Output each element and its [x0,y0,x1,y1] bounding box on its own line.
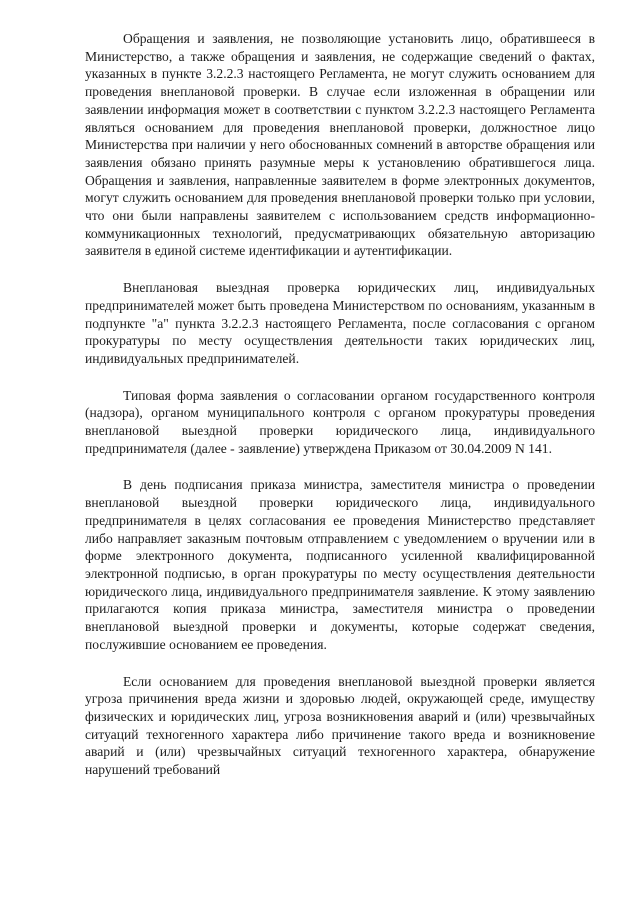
paragraph-threat-grounds: Если основанием для проведения внеплановой выездной проверки является угроза причинения вреда жизни и здоровью людей, окружающей среде, имуществу физических и юридических лиц, угроза возникновения аварий и (или) чрезвычайных ситуаций техногенного характера либо причинение такого вреда и возникновение аварий и (или) чрезвычайных ситуаций техногенного характера, обнаружение нарушений требований [85,673,595,778]
paragraph-signing-day: В день подписания приказа министра, заместителя министра о проведении внеплановой выездной проверки юридического лица, индивидуального предпринимателя в целях согласования ее проведения Министерство представляет либо направляет заказным почтовым отправлением с уведомлением о вручении или в форме электронного документа, подписанного усиленной квалифицированной электронной подписью, в орган прокуратуры по месту осуществления деятельности юридического лица, индивидуального предпринимателя заявление. К этому заявлению прилагаются копия приказа министра, заместителя министра о проведении внеплановой выездной проверки и документы, которые содержат сведения, послужившие основанием ее проведения. [85,477,595,652]
paragraph-prosecutor-approval: Внеплановая выездная проверка юридических лиц, индивидуальных предпринимателей может быть проведена Министерством по основаниям, указанным в подпункте "а" пункта 3.2.2.3 настоящего Регламента, после согласования с органом прокуратуры по месту осуществления деятельности таких юридических лиц, индивидуальных предпринимателей. [85,280,595,366]
paragraph-application-form: Типовая форма заявления о согласовании органом государственного контроля (надзора), органом муниципального контроля с органом прокуратуры проведения внеплановой выездной проверки юридического лица, индивидуального предпринимателя (далее - заявление) утверждена Приказом от 30.04.2009 N 141. [85,387,595,456]
paragraph-anonymous-appeals: Обращения и заявления, не позволяющие установить лицо, обратившееся в Министерство, а также обращения и заявления, не содержащие сведений о фактах, указанных в пункте 3.2.2.3 настоящего Регламента, не могут служить основанием для проведения внеплановой проверки. В случае если изложенная в обращении или заявлении информация может в соответствии с пунктом 3.2.2.3 настоящего Регламента являться основанием для проведения внеплановой проверки, должностное лицо Министерства при наличии у него обоснованных сомнений в авторстве обращения или заявления обязано принять разумные меры к установлению обратившегося лица. Обращения и заявления, направленные заявителем в форме электронных документов, могут служить основанием для проведения внеплановой проверки только при условии, что они были направлены заявителем с использованием средств информационно-коммуникационных технологий, предусматривающих обязательную авторизацию заявителя в единой системе идентификации и аутентификации. [85,31,595,259]
